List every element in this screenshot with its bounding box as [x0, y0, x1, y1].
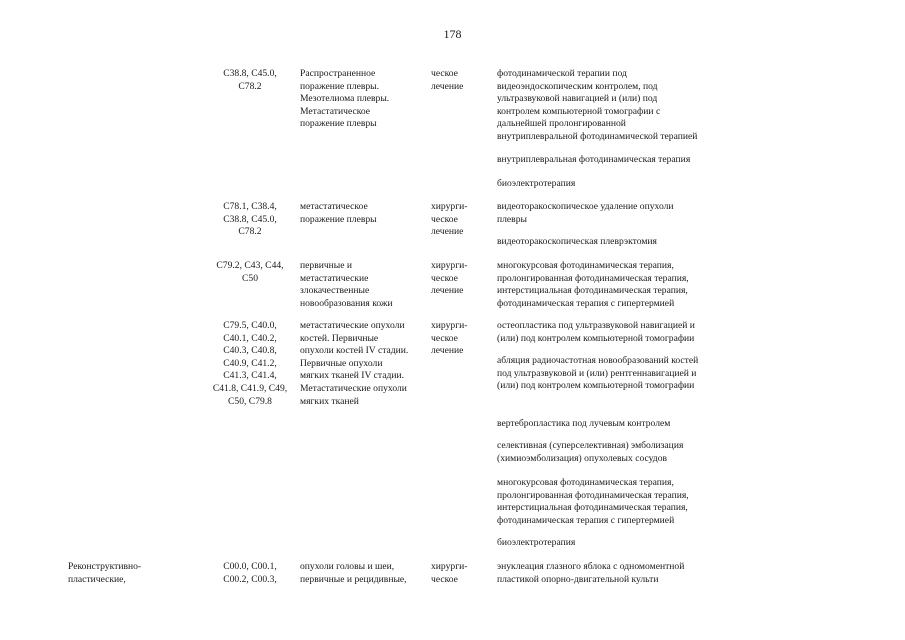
method-description: многокурсовая фотодинамическая терапия, пролонгированная фотодинамическая терапия, интерстициальная фотодинамическая терапия, фотодинамическая терапия с гипертермией [497, 260, 689, 309]
method-description: остеопластика под ультразвуковой навигацией и (или) под контролем компьютерной томографии [497, 320, 695, 344]
icd-codes: C78.1, C38.4, C38.8, C45.0, C78.2 [223, 201, 277, 238]
diagnosis-text: Распространенное поражение плевры. Мезотелиома плевры. Метастатическое поражение плевры [300, 68, 390, 130]
treatment-type: хирурги- ческое лечение [431, 260, 468, 297]
treatment-type: хирурги- ческое лечение [431, 201, 468, 238]
method-description: внутриплевральная фотодинамическая терапия [497, 154, 691, 165]
method-description: селективная (суперселективная) эмболизация (химиоэмболизация) опухолевых сосудов [497, 440, 684, 464]
diagnosis-text: метастатические опухоли костей. Первичные опухоли костей IV стадии. Первичные опухоли мягких тканей IV стадии. Метастатические опухоли мягких тканей [300, 320, 409, 407]
icd-codes: C79.2, C43, C44, C50 [216, 260, 284, 284]
treatment-type: хирурги- ческое [431, 561, 468, 585]
icd-codes: C00.0, C00.1, C00.2, C00.3, [223, 561, 277, 585]
icd-codes: C79.5, C40.0, C40.1, C40.2, C40.3, C40.8, C40.9, C41.2, C41.3, C41.4, C41.8, C41.9, C49, C50, C79.8 [212, 320, 288, 407]
page-number: 178 [443, 27, 462, 41]
treatment-type: хирурги- ческое лечение [431, 320, 468, 357]
treatment-type: ческое лечение [431, 68, 464, 92]
method-description: видеоторакоскопическая плеврэктомия [497, 236, 657, 247]
icd-codes: C38.8, C45.0, C78.2 [223, 68, 277, 92]
diagnosis-text: метастатическое поражение плевры [300, 201, 377, 225]
method-description: видеоторакоскопическое удаление опухоли плевры [497, 201, 674, 225]
diagnosis-text: опухоли головы и шеи, первичные и рецидивные, [300, 561, 407, 585]
method-description: энуклеация глазного яблока с одномоментной пластикой опорно-двигательной культи [497, 561, 685, 585]
method-description: многокурсовая фотодинамическая терапия, пролонгированная фотодинамическая терапия, интерстициальная фотодинамическая терапия, фотодинамическая терапия с гипертермией [497, 477, 689, 526]
diagnosis-text: первичные и метастатические злокачественные новообразования кожи [300, 260, 393, 309]
method-description: вертебропластика под лучевым контролем [497, 418, 671, 429]
method-description: фотодинамической терапии под видеоэндоскопическим контролем, под ультразвуковой навигацией и (или) под контролем компьютерной томографии с дальнейшей пролонгированной внутриплевральной фотодинамической терапией [497, 68, 698, 142]
section-title: Реконструктивно- пластические, [68, 561, 142, 585]
method-description: биоэлектротерапия [497, 537, 576, 548]
method-description: биоэлектротерапия [497, 178, 576, 189]
method-description: абляция радиочастотная новообразований костей под ультразвуковой и (или) рентгеннавигацией и (или) под контролем компьютерной томографии [497, 355, 699, 392]
